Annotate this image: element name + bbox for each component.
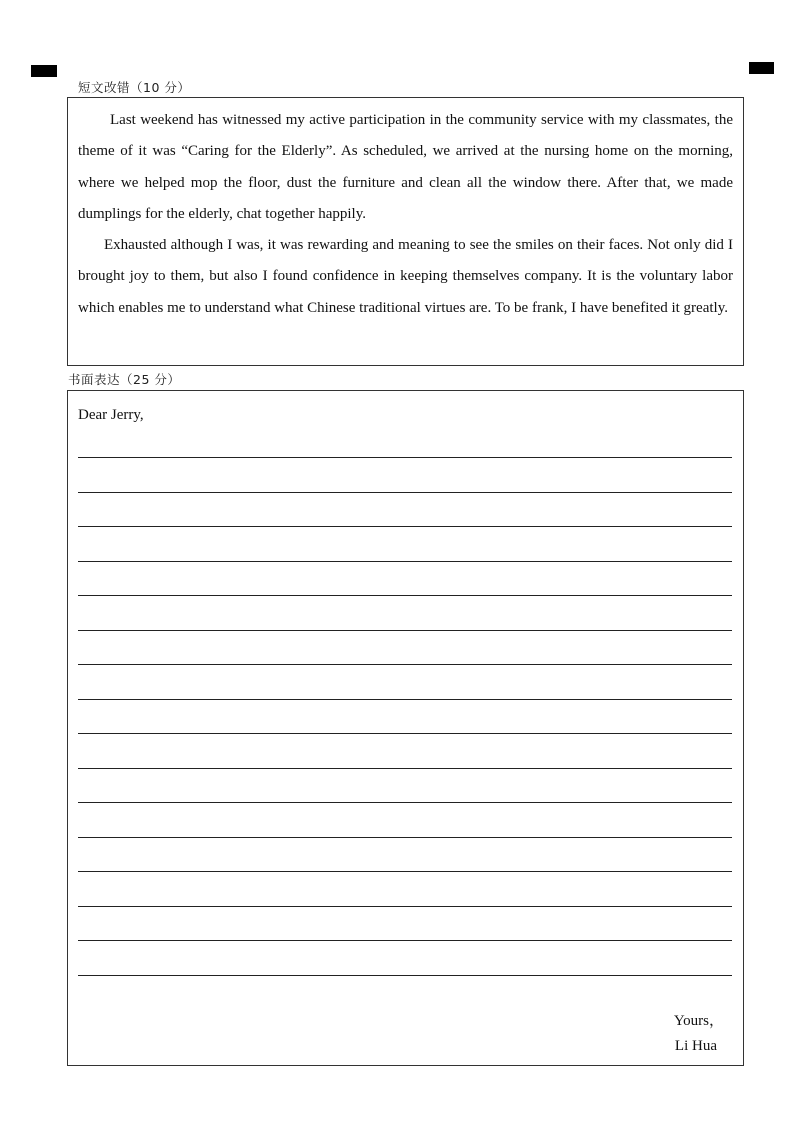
registration-mark-left <box>31 65 57 77</box>
answer-line[interactable] <box>78 837 732 838</box>
writing-task-label: 书面表达（25 分） <box>68 372 181 387</box>
answer-line[interactable] <box>78 733 732 734</box>
error-correction-label: 短文改错（10 分） <box>78 80 191 95</box>
answer-line[interactable] <box>78 664 732 665</box>
answer-line[interactable] <box>78 802 732 803</box>
error-correction-box <box>67 97 744 366</box>
answer-line[interactable] <box>78 871 732 872</box>
answer-line[interactable] <box>78 630 732 631</box>
answer-line[interactable] <box>78 492 732 493</box>
answer-line[interactable] <box>78 768 732 769</box>
writing-answer-box <box>67 390 744 1066</box>
answer-line[interactable] <box>78 940 732 941</box>
letter-greeting: Dear Jerry, <box>78 407 144 423</box>
letter-signature: Li Hua <box>674 1038 717 1054</box>
answer-line[interactable] <box>78 699 732 700</box>
passage-paragraph-2: Exhausted although I was, it was rewarding and meaning to see the smiles on their faces. Not only did I brought joy to them, but also I found confidence in keeping themselves company. It is the voluntary labor which enables me to understand what Chinese traditional virtues are. To be frank, I have benefited it greatly. <box>78 237 733 316</box>
passage-paragraph-1: Last weekend has witnessed my active participation in the community service with my classmates, the theme of it was “Caring for the Elderly”. As scheduled, we arrived at the nursing home on the morning, where we helped mop the floor, dust the furniture and clean all the window there. After that, we made dumplings for the elderly, chat together happily. <box>78 112 733 222</box>
answer-line[interactable] <box>78 561 732 562</box>
answer-line[interactable] <box>78 906 732 907</box>
answer-line[interactable] <box>78 457 732 458</box>
answer-line[interactable] <box>78 595 732 596</box>
letter-closing: Yours， <box>673 1013 724 1029</box>
answer-line[interactable] <box>78 526 732 527</box>
answer-line[interactable] <box>78 975 732 976</box>
registration-mark-right <box>749 62 774 74</box>
